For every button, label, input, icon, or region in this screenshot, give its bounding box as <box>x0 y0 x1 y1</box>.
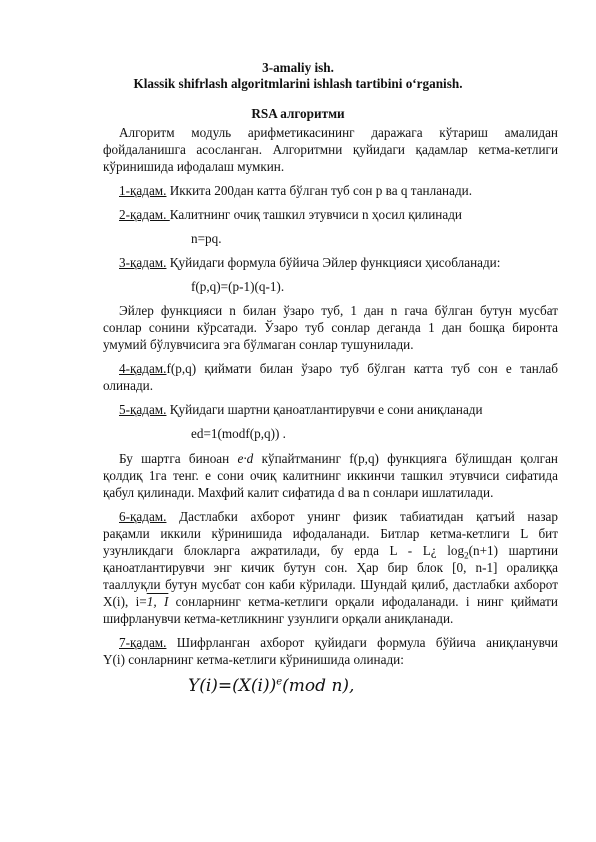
condition-text-b: кўпайтманинг f(p,q) функцияга бўлишдан қолган <box>253 451 558 466</box>
lab-title: 3-amaliy ish. <box>262 60 334 75</box>
step-6 <box>119 509 558 525</box>
step-4-text: f(p,q) қиймати билан ўзаро туб бўлган катта туб сон e танлаб <box>166 361 558 376</box>
step-6-l6-math: 1, I <box>146 594 169 609</box>
euler-line-1: Эйлер функцияси n билан ўзаро туб, 1 дан n гача бўлган бутун мусбат <box>119 303 558 318</box>
condition-text-a: Бу шартга биноан <box>119 451 238 466</box>
condition-line-2: қолдиқ 1га тенг. e сони очиқ калитнинг иккинчи ташкил этувчиси сифатида <box>103 468 558 483</box>
equation-lhs: Y(i)=(X(i)) <box>188 676 277 696</box>
step-3-formula: f(p,q)=(p-1)(q-1). <box>191 279 285 294</box>
step-2-label: 2-қадам. <box>119 207 170 222</box>
step-5-label: 5-қадам. <box>119 402 167 417</box>
step-3 <box>119 255 500 271</box>
step-6-l3-sub: 2 <box>464 550 469 561</box>
step-5-text: Қуйидаги шартни қаноатлантирувчи e сони аниқланади <box>166 402 483 417</box>
step-1-text: Иккита 200дан катта бўлган туб сон p ва q танланади. <box>166 183 473 198</box>
step-6-l3-log: log <box>436 543 465 558</box>
equation-exponent: e <box>276 676 283 688</box>
step-6-line-4: қаноатлантирувчи энг кичик бутун сон. Ҳар бир блок [0, n-1] оралиққа <box>103 560 558 575</box>
step-6-line-6 <box>103 594 558 610</box>
step-4 <box>119 361 558 377</box>
step-5 <box>119 402 483 418</box>
intro-line-3: кўринишида ифодалаш мумкин. <box>103 159 285 174</box>
step-4-line-2: олинади. <box>103 378 154 393</box>
condition-line-3: қабул қилинади. Махфий калит сифатида d ва n сонлари ишлатилади. <box>103 485 494 500</box>
intro-line-1: Алгоритм модуль арифметикасининг даражага кўтариш амалидан <box>119 125 558 140</box>
condition-line-1 <box>119 451 558 467</box>
euler-line-3: умумий бўлувчисига эга бўлмаган сонлар тушунилади. <box>103 337 414 352</box>
lab-subtitle: Klassik shifrlash algoritmlarini ishlash tartibini o‘rganish. <box>133 76 463 91</box>
step-3-text: Қуйидаги формула бўйича Эйлер функцияси ҳисобланади: <box>166 255 501 270</box>
step-1 <box>119 183 472 199</box>
condition-math: e·d <box>237 451 254 466</box>
step-2-text: Калитнинг очиқ ташкил этувчиси n ҳосил қилинади <box>169 207 462 222</box>
step-6-l3-c: (n+1) шартини <box>468 543 559 558</box>
step-2 <box>119 207 462 223</box>
step-5-formula: ed=1(modf(p,q)) . <box>191 426 286 441</box>
step-2-formula: n=pq. <box>191 231 222 246</box>
step-7 <box>119 635 558 651</box>
step-6-label: 6-қадам. <box>119 509 167 524</box>
step-6-l6-a: X(i), i= <box>103 594 147 609</box>
step-6-l6-b: сонларнинг кетма-кетлиги орқали ифодаланади. i нинг қиймати <box>168 594 558 609</box>
step-7-text: Шифрланган ахборот қуйидаги формула бўйича аниқланувчи <box>166 635 558 650</box>
intro-line-2: фойдаланишга асосланган. Алгоритмни қуйидаги қадамлар кетма-кетлиги <box>103 142 558 157</box>
step-6-line-5: тааллуқли бутун мусбат сон каби кўрилади. Шундай қилиб, дастлабки ахборот <box>103 577 558 592</box>
step-6-line-2: рақамли иккили кўринишида ифодаланади. Битлар кетма-кетлиги L бит <box>103 526 558 541</box>
equation-rhs: (mod n), <box>282 676 355 696</box>
step-7-label: 7-қадам. <box>119 635 167 650</box>
step-6-l3-a: узунликдаги блокларга ажратилади, бу ерда L - L <box>103 543 431 558</box>
encryption-formula <box>188 676 354 696</box>
step-3-label: 3-қадам. <box>119 255 167 270</box>
step-6-l3-sym: ¿ <box>430 543 437 558</box>
euler-line-2: сонлар сонини кўрсатади. Ўзаро туб сонлар деганда 1 дан бошқа биронта <box>103 320 558 335</box>
section-heading: RSA алгоритми <box>251 106 345 121</box>
step-6-text: Дастлабки ахборот унинг физик табиатидан қатъий назар <box>166 509 558 524</box>
step-7-line-2: Y(i) сонларнинг кетма-кетлиги кўринишида олинади: <box>103 652 404 667</box>
step-4-label: 4-қадам. <box>119 361 167 376</box>
step-6-line-7: шифрланувчи кетма-кетликнинг узунлиги орқали аниқланади. <box>103 611 454 626</box>
step-1-label: 1-қадам. <box>119 183 167 198</box>
